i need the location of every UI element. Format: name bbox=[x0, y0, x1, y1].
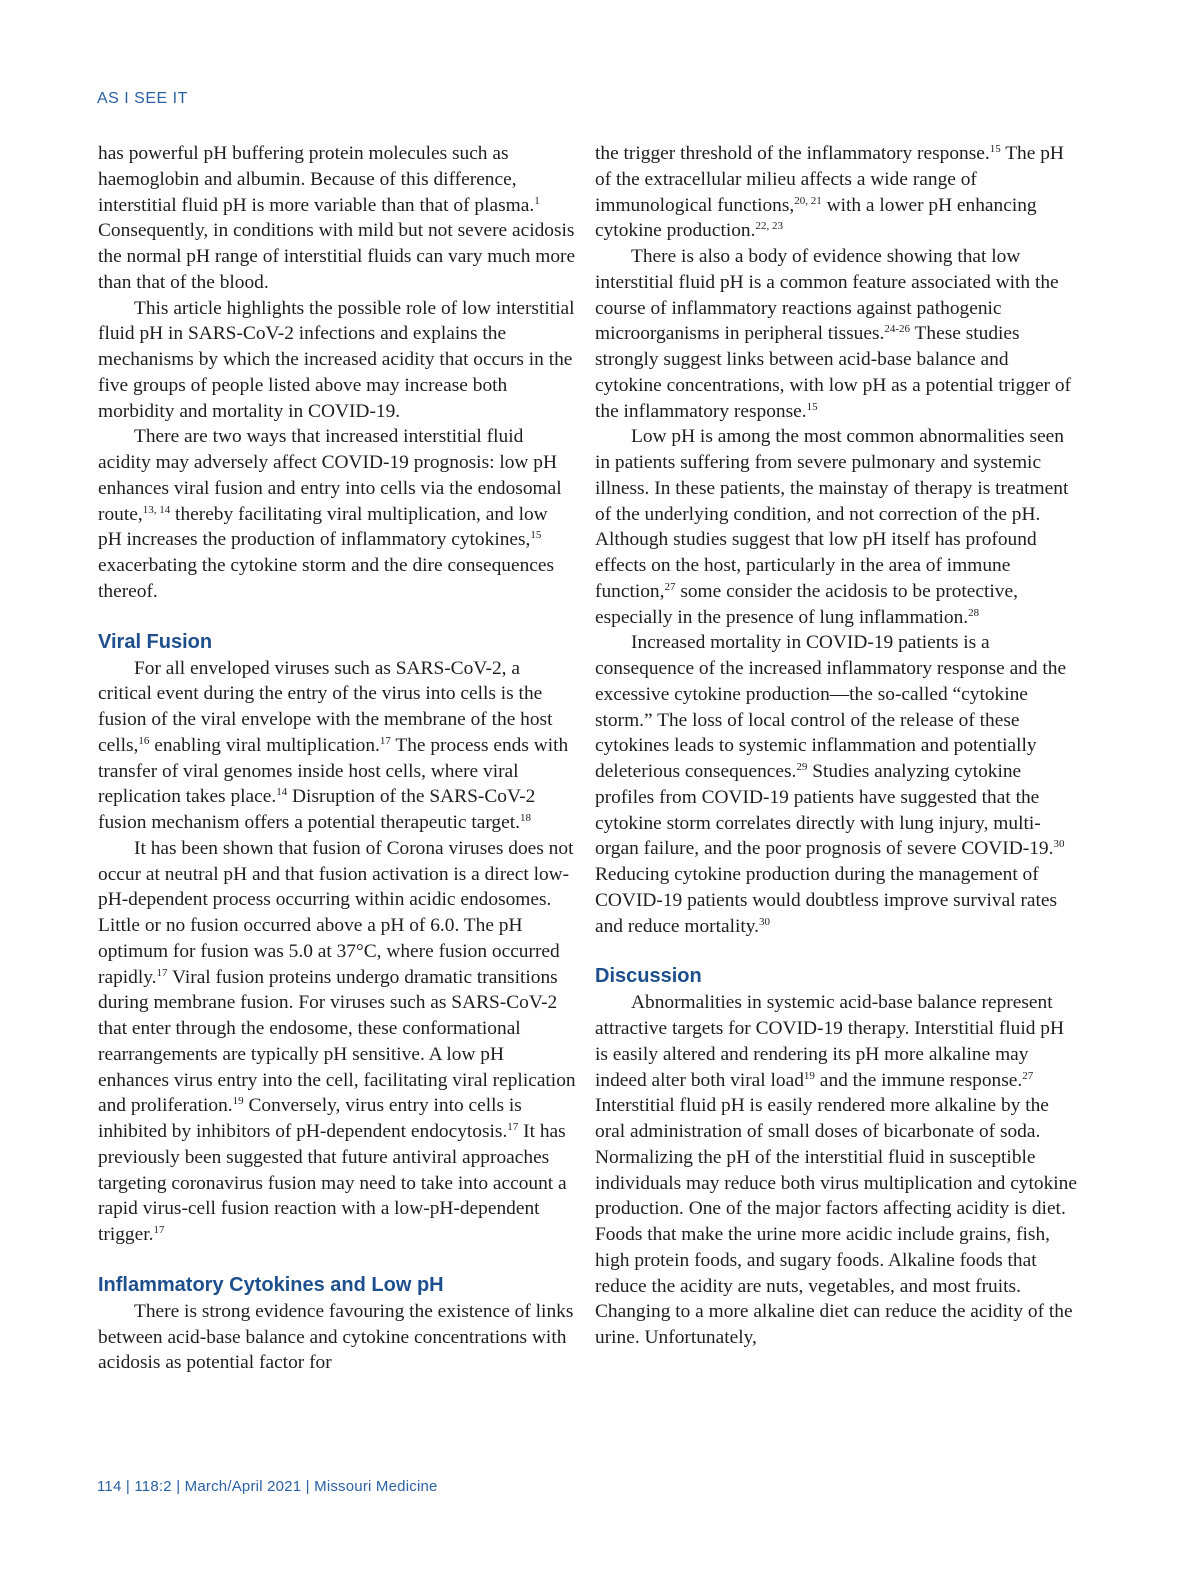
paragraph-text: exacerbating the cytokine storm and the dire consequences thereof. bbox=[98, 555, 555, 602]
citation-superscript: 22, 23 bbox=[755, 220, 783, 233]
paragraph-text: enabling viral multiplication. bbox=[149, 734, 380, 756]
footer-date: March/April 2021 bbox=[184, 1478, 302, 1495]
citation-superscript: 20, 21 bbox=[794, 194, 822, 207]
paragraph bbox=[595, 424, 1080, 630]
paragraph-text: Conversely, virus entry into cells is inhibited by inhibitors of pH-dependent endocytosis. bbox=[98, 1095, 522, 1142]
citation-superscript: 27 bbox=[664, 580, 676, 593]
page-footer bbox=[97, 1478, 438, 1495]
paragraph-text: Abnormalities in systemic acid-base balance represent attractive targets for COVID-19 therapy. Interstitial fluid pH is easily altered and rendering its pH more alkaline may indeed alter both viral load bbox=[595, 992, 1065, 1091]
section-heading: Inflammatory Cytokines and Low pH bbox=[98, 1273, 444, 1296]
citation-superscript: 17 bbox=[507, 1121, 519, 1133]
paragraph-text: For all enveloped viruses such as SARS-CoV-2, a critical event during the entry of the virus into cells is the fusion of the viral envelope with the membrane of the host cells, bbox=[98, 657, 553, 756]
footer-separator: | bbox=[125, 1478, 130, 1495]
citation-superscript: 17 bbox=[379, 734, 391, 747]
paragraph-text: and the immune response. bbox=[814, 1069, 1023, 1091]
left-column bbox=[98, 141, 576, 1376]
footer-page-number: 114 bbox=[97, 1478, 122, 1495]
running-head: AS I SEE IT bbox=[97, 90, 188, 107]
citation-superscript: 15 bbox=[530, 529, 542, 542]
paragraph bbox=[595, 244, 1080, 424]
right-column bbox=[595, 141, 1080, 1351]
paragraph-text: There is also a body of evidence showing that low interstitial fluid pH is a common feature associated with the course of inflammatory reactions against pathogenic microorganisms in peripheral tissues. bbox=[595, 246, 1059, 345]
paragraph-text: Low pH is among the most common abnormalities seen in patients suffering from severe pulmonary and systemic illness. In these patients, the mainstay of therapy is treatment of the underlying condition, and not correction of the pH. Although studies suggest that low pH itself has profound effects on the host, particularly in the area of immune function, bbox=[595, 426, 1069, 602]
section-heading: Viral Fusion bbox=[98, 630, 213, 653]
paragraph-text: Consequently, in conditions with mild but not severe acidosis the normal pH range of interstitial fluids can vary much more than that of the blood. bbox=[98, 220, 576, 293]
paragraph-text: Viral fusion proteins undergo dramatic transitions during membrane fusion. For viruses such as SARS-CoV-2 that enter through the endosome, these conformational rearrangements are typically pH sensitive. A low pH enhances virus entry into the cell, facilitating viral replication and proliferation. bbox=[98, 966, 576, 1117]
paragraph-text: There is strong evidence favouring the existence of links between acid-base balance and cytokine concentrations with acidosis as potential factor for bbox=[98, 1300, 574, 1374]
paragraph bbox=[98, 1299, 576, 1376]
paragraph-text: with a lower pH enhancing cytokine production. bbox=[595, 194, 1037, 242]
citation-superscript: 1 bbox=[534, 194, 540, 207]
paragraph-text: Studies analyzing cytokine profiles from COVID-19 patients have suggested that the cytokine storm correlates directly with lung injury, multi-organ failure, and the poor prognosis of severe COVID-19. bbox=[595, 761, 1054, 860]
paragraph bbox=[595, 990, 1080, 1351]
citation-superscript: 27 bbox=[1022, 1069, 1034, 1082]
citation-superscript: 17 bbox=[153, 1224, 165, 1236]
paragraph-text: These studies strongly suggest links between acid-base balance and cytokine concentrations, with low pH as a potential trigger of the inflammatory response. bbox=[595, 323, 1072, 422]
section-heading: Discussion bbox=[595, 965, 702, 988]
paragraph-text: It has been shown that fusion of Corona viruses does not occur at neutral pH and that fusion activation is a direct low-pH-dependent process occurring within acidic endosomes. Little or no fusion occurred above a pH of 6.0. The pH optimum for fusion was 5.0 at 37°C, where fusion occurred rapidly. bbox=[98, 837, 574, 988]
citation-superscript: 14 bbox=[276, 786, 288, 799]
citation-superscript: 19 bbox=[803, 1069, 815, 1082]
paragraph bbox=[98, 656, 576, 836]
paragraph bbox=[98, 836, 576, 1248]
paragraph bbox=[98, 141, 576, 296]
paragraph-text: Reducing cytokine production during the management of COVID-19 patients would doubtless improve survival rates and reduce mortality. bbox=[595, 864, 1058, 937]
paragraph-text: Interstitial fluid pH is easily rendered more alkaline by the oral administration of small doses of bicarbonate of soda. Normalizing the pH of the interstitial fluid in susceptible individuals may reduce both virus multiplication and cytokine production. One of the major factors affecting acidity is diet. Foods that make the urine more acidic include grains, fish, high protein foods, and sugary foods. Alkaline foods that reduce the acidity are nuts, vegetables, and most fruits. Changing to a more alkaline diet can reduce the acidity of the urine. Unfortunately, bbox=[595, 1095, 1077, 1348]
paragraph-text: It has previously been suggested that future antiviral approaches targeting coronavirus fusion may need to take into account a rapid virus-cell fusion reaction with a low-pH-dependent trigger. bbox=[98, 1121, 567, 1245]
paragraph bbox=[595, 630, 1080, 939]
citation-superscript: 18 bbox=[519, 812, 531, 824]
citation-superscript: 30 bbox=[1053, 838, 1065, 851]
citation-superscript: 16 bbox=[138, 734, 150, 747]
paragraph-text: has powerful pH buffering protein molecules such as haemoglobin and albumin. Because of this difference, interstitial fluid pH is more variable than that of plasma. bbox=[98, 143, 535, 216]
citation-superscript: 15 bbox=[989, 143, 1001, 155]
paragraph-text: The process ends with transfer of viral genomes inside host cells, where viral replication takes place. bbox=[98, 734, 569, 808]
paragraph-text: thereby facilitating viral multiplication, and low pH increases the production of inflammatory cytokines, bbox=[98, 503, 548, 551]
paragraph-text: the trigger threshold of the inflammatory response. bbox=[595, 143, 990, 164]
footer-issue: 118:2 bbox=[134, 1478, 172, 1495]
paragraph-text: some consider the acidosis to be protective, especially in the presence of lung inflammation. bbox=[595, 580, 1018, 628]
paragraph bbox=[98, 424, 576, 604]
paragraph-text: This article highlights the possible role of low interstitial fluid pH in SARS-CoV-2 infections and explains the mechanisms by which the increased acidity that occurs in the five groups of people listed above may increase both morbidity and mortality in COVID-19. bbox=[98, 297, 575, 422]
paragraph-text: There are two ways that increased interstitial fluid acidity may adversely affect COVID-19 prognosis: low pH enhances viral fusion and entry into cells via the endosomal route, bbox=[98, 426, 562, 525]
citation-superscript: 29 bbox=[796, 761, 808, 773]
paragraph bbox=[595, 141, 1080, 244]
footer-journal: Missouri Medicine bbox=[314, 1478, 438, 1495]
citation-superscript: 19 bbox=[232, 1095, 244, 1108]
citation-superscript: 15 bbox=[806, 400, 818, 413]
paragraph bbox=[98, 296, 576, 425]
footer-separator: | bbox=[176, 1478, 181, 1495]
citation-superscript: 30 bbox=[759, 915, 771, 928]
footer-separator: | bbox=[305, 1478, 310, 1495]
citation-superscript: 28 bbox=[968, 606, 980, 619]
paragraph-text: Increased mortality in COVID-19 patients is a consequence of the increased inflammatory response and the excessive cytokine production—the so-called “cytokine storm.” The loss of local control of the release of these cytokines leads to systemic inflammation and potentially deleterious consequences. bbox=[595, 632, 1067, 782]
citation-superscript: 17 bbox=[156, 966, 168, 979]
paragraph-text: Disruption of the SARS-CoV-2 fusion mechanism offers a potential therapeutic target. bbox=[98, 786, 536, 833]
citation-superscript: 13, 14 bbox=[142, 503, 171, 516]
citation-superscript: 24-26 bbox=[884, 323, 911, 336]
paragraph-text: The pH of the extracellular milieu affects a wide range of immunological functions, bbox=[595, 143, 1064, 216]
